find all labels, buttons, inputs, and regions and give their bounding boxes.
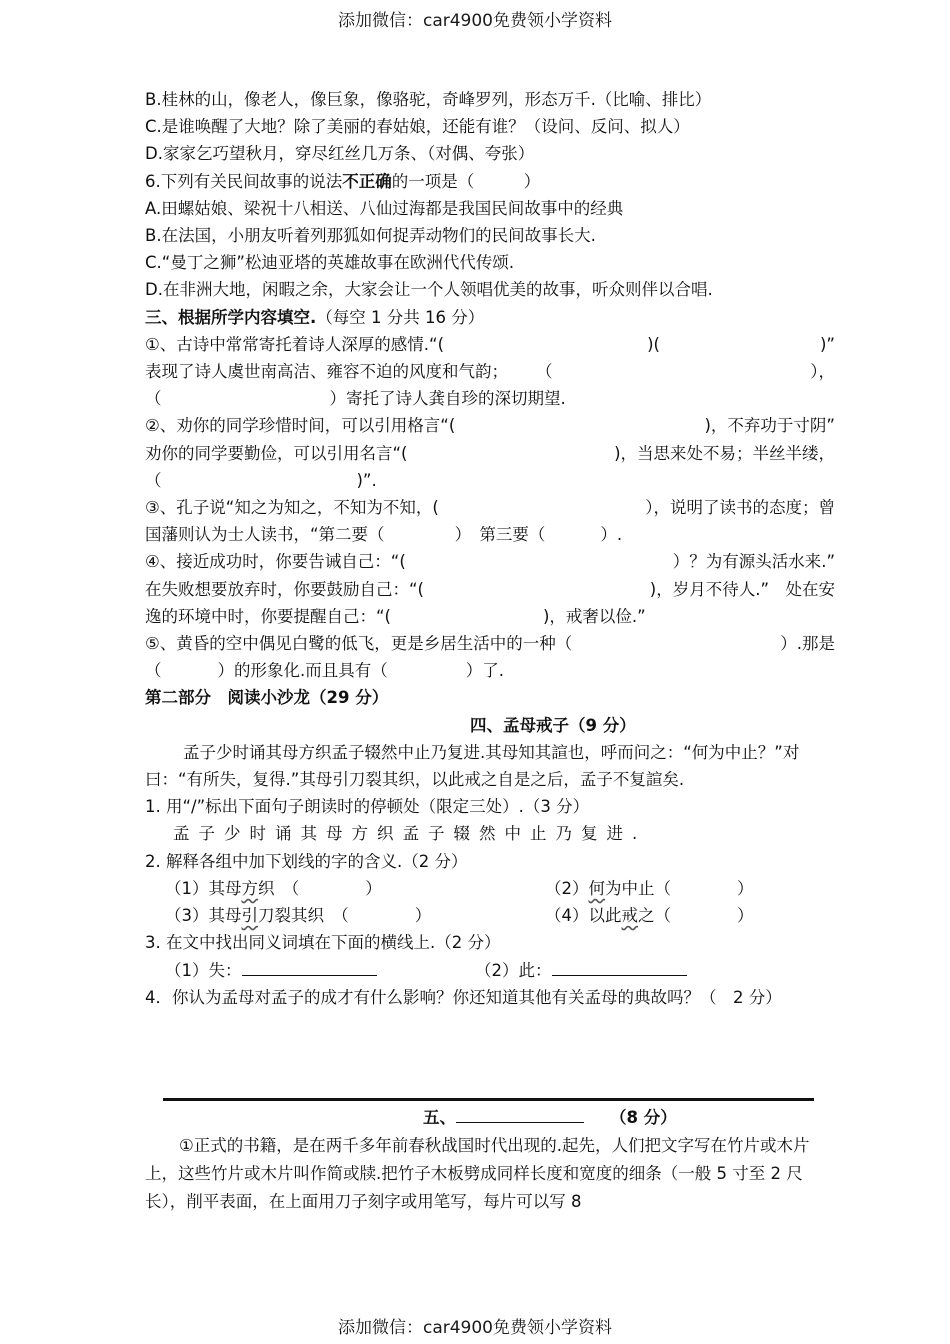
text: 表现了诗人虞世南高洁、雍容不迫的风度和气韵；: [145, 362, 508, 382]
text: 织: [258, 878, 275, 898]
s3-item4-line1: [145, 548, 835, 575]
text: )”.: [356, 470, 377, 490]
page-content: [145, 86, 835, 1011]
faint-header-line: [0, 27, 950, 35]
text: （1）其母: [165, 878, 242, 898]
s3-item4-line2: [145, 576, 835, 603]
text: （4）以此: [545, 906, 622, 926]
q5-option-d: D.家家乞巧望秋月，穿尽红丝几万条、（对偶、夸张）: [145, 144, 535, 164]
answer-line-1: [242, 957, 377, 976]
part2-title: 第二部分 阅读小沙龙（29 分）: [145, 688, 389, 708]
text: （: [145, 661, 162, 681]
text: 劝你的同学要勤俭，可以引用名言“(: [145, 443, 408, 463]
section-divider: [163, 1098, 814, 1101]
s4-q1: 1. 用“/”标出下面句子朗读时的停顿处（限定三处）.（3 分）: [145, 797, 590, 817]
title-blank: [456, 1104, 584, 1123]
text: （8 分）: [610, 1108, 677, 1127]
text: )，岁月不待人.” 处在安: [649, 579, 835, 599]
text: 刀裂其织: [258, 906, 324, 926]
text: （ ）: [291, 878, 382, 898]
q6-stem-blank: 的一项是（ ）: [391, 171, 541, 191]
text: （3）其母: [165, 906, 242, 926]
text: 之: [638, 906, 655, 926]
text: )(: [647, 334, 660, 354]
text: ）的形象化.而且具有（: [217, 661, 388, 681]
text: 国藩则认为士人读书，“第二要（: [145, 525, 385, 545]
s3-item5-line2: [145, 657, 835, 684]
s4-q2-row2: [145, 902, 835, 929]
text: （ ）: [340, 906, 432, 926]
s4-q3: 3. 在文中找出同义词填在下面的横线上.（2 分）: [145, 933, 501, 953]
s4-q3-blanks: [145, 957, 835, 984]
text: )，不弃功于寸阴”: [704, 416, 835, 436]
s3-item4-line3: [145, 603, 835, 630]
text: 何: [588, 878, 605, 898]
text: （ ）: [654, 906, 754, 926]
q5-option-b: B.桂林的山，像老人，像巨象，像骆驼，奇峰罗列，形态万千.（比喻、排比）: [145, 90, 712, 109]
section3-title-score: （每空 1 分共 16 分）: [316, 307, 485, 327]
q5-option-c: C.是谁唤醒了大地？除了美丽的春姑娘，还能有谁？（设问、反问、拟人）: [145, 117, 690, 137]
watermark-bottom: 添加微信：car4900免费领小学资料: [337, 1318, 613, 1338]
q6-stem: [145, 168, 835, 195]
text: ）寄托了诗人龚自珍的深切期望.: [329, 389, 566, 409]
section5-passage: ①正式的书籍，是在两千多年前春秋战国时代出现的.起先，人们把文字写在竹片或木片上，这些竹片或木片叫作简或牍.把竹子木板劈成同样长度和宽度的细条（一般 5 寸至 2 尺长），削平表面，在上面用刀子刻字或用笔写，每片可以写 8: [145, 1136, 810, 1211]
answer-line-2: [552, 957, 687, 976]
s3-item1-line1: [145, 331, 835, 358]
s3-item2-line3: [145, 467, 835, 494]
section5-title: [145, 1104, 835, 1132]
section5: [145, 1104, 835, 1216]
text: （2）: [545, 878, 589, 898]
text: 五、: [423, 1108, 456, 1127]
q6-stem-text: 6.下列有关民间故事的说法: [145, 171, 343, 191]
text: ②、劝你的同学珍惜时间，可以引用格言“(: [145, 416, 456, 436]
s3-item5-line1: [145, 630, 835, 657]
section3-title-bold: 三、根据所学内容填空.: [145, 307, 317, 327]
text: 在失败想要放弃时，你要鼓励自己：“(: [145, 579, 424, 599]
text: 为中止: [605, 878, 655, 898]
q6-option-a: A.田螺姑娘、梁祝十八相送、八仙过海都是我国民间故事中的经典: [145, 198, 624, 218]
s3-item3-line1: [145, 494, 835, 521]
s3-item3-line2: [145, 521, 835, 548]
s4-q1-sentence: 孟子少时诵其母方织孟子辍然中止乃复进.: [173, 824, 647, 844]
text: （ ）: [654, 878, 754, 898]
text: ），: [810, 362, 835, 382]
s3-item2-line1: [145, 412, 835, 439]
text: （: [145, 470, 162, 490]
q6-stem-emphasis: 不正确: [342, 171, 392, 191]
section3-title: [145, 304, 835, 331]
s3-item2-line2: [145, 440, 835, 467]
text: 引: [241, 906, 258, 926]
q6-option-c: C.“曼丁之狮”松迪亚塔的英雄故事在欧洲代代传颂.: [145, 253, 515, 273]
text: ④、接近成功时，你要告诫自己：“(: [145, 552, 406, 572]
text: （: [536, 362, 553, 382]
text: ）了.: [465, 661, 504, 681]
text: )，戒奢以俭.”: [543, 606, 646, 626]
section4-passage: 孟子少时诵其母方织孟子辍然中止乃复进.其母知其諠也，呼而问之：“何为中止？”对曰：“有所失，复得.”其母引刀裂其织，以此戒之自是之后，孟子不复諠矣.: [145, 742, 800, 790]
text: ③、孔子说“知之为知之，不知为不知，(: [145, 498, 439, 518]
text: （2）此：: [475, 960, 552, 980]
text: ）.: [600, 525, 623, 545]
q6-option-d: D.在非洲大地，闲暇之余，大家会让一个人领唱优美的故事，听众则伴以合唱.: [145, 280, 713, 300]
section4-title: 四、孟母戒子（9 分）: [470, 715, 636, 735]
text: 戒: [621, 906, 638, 926]
text: （1）失：: [165, 960, 242, 980]
s4-q2: 2. 解释各组中加下划线的字的含义.（2 分）: [145, 851, 468, 871]
q6-option-b: B.在法国，小朋友听着列那狐如何捉弄动物们的民间故事长大.: [145, 226, 596, 246]
text: ）？为有源头活水来.”: [672, 552, 835, 572]
text: 逸的环境中时，你要提醒自己：“(: [145, 606, 391, 626]
text: （: [145, 389, 162, 409]
s3-item1-line3: [145, 385, 835, 412]
text: ） 第三要（: [454, 525, 546, 545]
s4-q4: 4．你认为孟母对孟子的成才有什么影响？你还知道其他有关孟母的典故吗？（ 2 分）: [145, 987, 782, 1007]
text: )，当思来处不易；半丝半缕，: [614, 443, 835, 463]
text: ）.那是: [780, 634, 835, 654]
s4-q2-row1: [145, 875, 835, 902]
s3-item1-line2: [145, 358, 835, 385]
text: ），说明了读书的态度；曾: [645, 498, 835, 518]
text: )”: [820, 334, 835, 354]
text: 方: [241, 878, 258, 898]
text: ⑤、黄昏的空中偶见白鹭的低飞，更是乡居生活中的一种（: [145, 634, 573, 654]
watermark-top: 添加微信：car4900免费领小学资料: [337, 11, 613, 31]
text: ①、古诗中常常寄托着诗人深厚的感情.“(: [145, 334, 445, 354]
